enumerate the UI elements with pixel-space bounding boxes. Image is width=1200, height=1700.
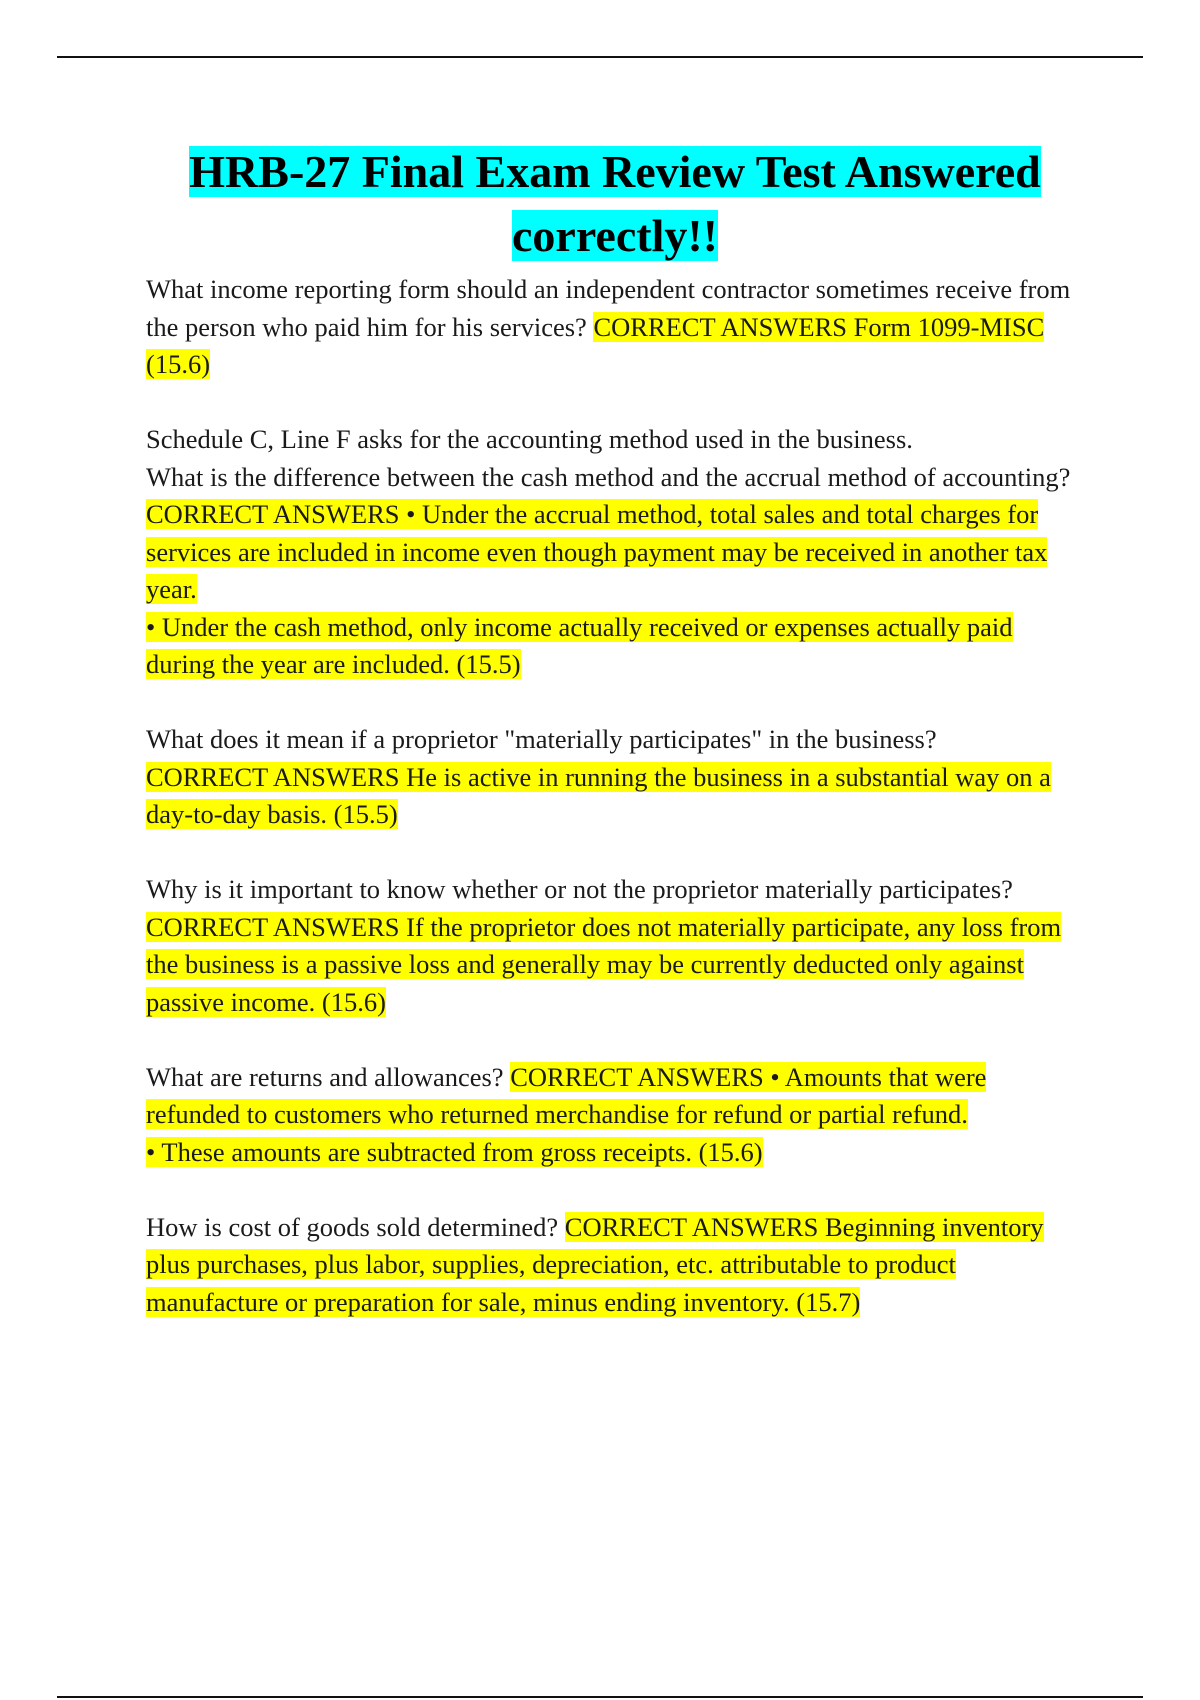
qa-item-participation-importance bbox=[146, 871, 1081, 1021]
qa-item-accounting-method bbox=[146, 421, 1081, 684]
answer-text: CORRECT ANSWERS • Amounts that were refunded to customers who returned merchandise for refund or partial refund. bbox=[146, 1061, 987, 1129]
top-rule bbox=[57, 56, 1143, 58]
answer-text: CORRECT ANSWERS Beginning inventory plus purchases, plus labor, supplies, depreciation, etc. attributable to product manufacture or preparation for sale, minus ending inventory. (15.7) bbox=[146, 1211, 1044, 1317]
document-title bbox=[150, 140, 1080, 268]
question-text: What is the difference between the cash method and the accrual method of accounting? bbox=[146, 461, 1071, 492]
question-text: What income reporting form should an independent contractor sometimes receive from the person who paid him for his services? bbox=[146, 274, 1071, 342]
title-line-2: correctly!! bbox=[512, 210, 718, 261]
question-text: Schedule C, Line F asks for the accounting method used in the business. bbox=[146, 424, 913, 454]
answer-text: CORRECT ANSWERS • Under the accrual method, total sales and total charges for services are included in income even though payment may be received in another tax year. bbox=[146, 499, 1048, 604]
answer-text: • Under the cash method, only income actually received or expenses actually paid during the year are included. (15.5) bbox=[146, 611, 1013, 679]
answer-text: CORRECT ANSWERS Form 1099-MISC (15.6) bbox=[146, 311, 1045, 379]
question-text: What are returns and allowances? bbox=[146, 1061, 511, 1092]
bottom-rule bbox=[57, 1696, 1143, 1698]
title-line-1: HRB-27 Final Exam Review Test Answered bbox=[189, 146, 1041, 197]
answer-text: CORRECT ANSWERS If the proprietor does not materially participate, any loss from the business is a passive loss and generally may be currently deducted only against passive income. (15.6) bbox=[146, 911, 1062, 1017]
answer-text: CORRECT ANSWERS He is active in running the business in a substantial way on a day-to-day basis. (15.5) bbox=[146, 761, 1051, 829]
qa-item-materially-participates bbox=[146, 721, 1081, 834]
qa-item-1099 bbox=[146, 271, 1081, 384]
qa-list bbox=[146, 271, 1081, 1359]
qa-item-returns-allowances bbox=[146, 1059, 1081, 1172]
question-text: Why is it important to know whether or not the proprietor materially participates? bbox=[146, 874, 1013, 904]
qa-item-cost-of-goods-sold bbox=[146, 1209, 1081, 1322]
question-text: How is cost of goods sold determined? bbox=[146, 1211, 565, 1242]
answer-text: • These amounts are subtracted from gross receipts. (15.6) bbox=[146, 1136, 763, 1167]
question-text: What does it mean if a proprietor "materially participates" in the business? bbox=[146, 724, 937, 754]
